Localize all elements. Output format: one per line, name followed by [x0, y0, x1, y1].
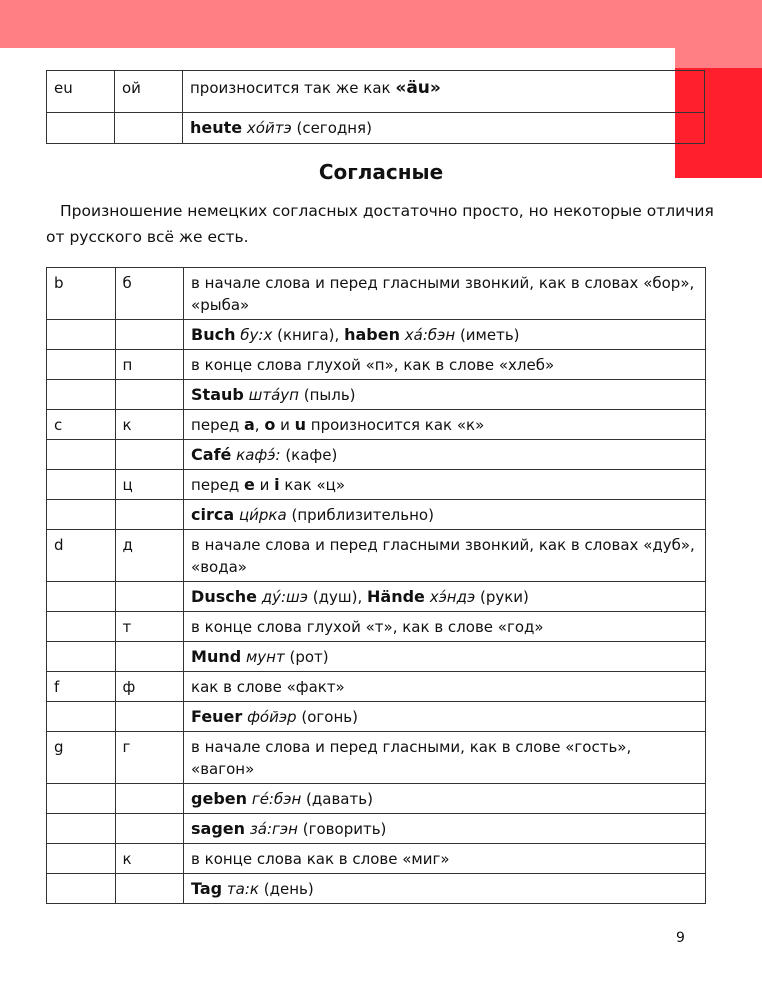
- table-row: [47, 440, 706, 470]
- example-gloss: (сегодня): [296, 119, 372, 137]
- example-cell: [184, 814, 706, 844]
- sound-cell: п: [115, 350, 184, 380]
- example-word: Hände: [367, 587, 425, 606]
- sound-cell: т: [115, 612, 184, 642]
- section-title: Согласные: [318, 160, 444, 184]
- example-gloss: (иметь): [459, 326, 520, 344]
- example-transcription: дý:шэ: [261, 588, 308, 606]
- example-word: geben: [191, 789, 248, 808]
- example-transcription: та:к: [226, 880, 259, 898]
- sound-cell: г: [115, 732, 184, 784]
- table-row: [47, 380, 706, 410]
- table-row: [47, 530, 706, 582]
- example-gloss: (день): [263, 880, 314, 898]
- consonant-table: [46, 267, 706, 904]
- example-transcription: хэ́ндэ: [429, 588, 476, 606]
- header-band: [0, 0, 762, 48]
- letter-cell: [47, 113, 115, 144]
- example-word: heute: [190, 118, 243, 137]
- example-gloss: (рот): [289, 648, 329, 666]
- example-cell: [184, 380, 706, 410]
- page-number: 9: [676, 930, 685, 946]
- example-transcription: хóйтэ: [246, 119, 292, 137]
- rule-cell: в конце слова глухой «п», как в слове «хлеб»: [184, 350, 706, 380]
- example-transcription: хá:бэн: [404, 326, 456, 344]
- example-gloss: (руки): [480, 588, 529, 606]
- example-cell: [184, 500, 706, 530]
- rule-cell: в начале слова и перед гласными, как в слове «гость», «вагон»: [184, 732, 706, 784]
- table-row: [47, 702, 706, 732]
- example-cell: [184, 874, 706, 904]
- sound-cell: [115, 113, 183, 144]
- rule-cell: [183, 71, 705, 113]
- rule-cell: в конце слова как в слове «миг»: [184, 844, 706, 874]
- table-row: [47, 784, 706, 814]
- rule-cell: как в слове «факт»: [184, 672, 706, 702]
- example-cell: [184, 320, 706, 350]
- example-transcription: ци́рка: [238, 506, 287, 524]
- vowel-table-continued: [46, 70, 705, 144]
- table-row: [47, 672, 706, 702]
- letter-cell: c: [47, 410, 116, 440]
- example-transcription: бу:х: [240, 326, 273, 344]
- example-cell: [184, 440, 706, 470]
- example-gloss: (приблизительно): [291, 506, 434, 524]
- example-transcription: мунт: [245, 648, 285, 666]
- rule-text: произносится так же как: [190, 79, 396, 97]
- example-word: haben: [344, 325, 400, 344]
- table-row: [47, 582, 706, 612]
- table-row: [47, 844, 706, 874]
- example-cell: [184, 702, 706, 732]
- table-row: [47, 732, 706, 784]
- example-gloss: (книга),: [277, 326, 340, 344]
- example-word: sagen: [191, 819, 246, 838]
- letter-cell: eu: [47, 71, 115, 113]
- sound-cell: б: [115, 268, 184, 320]
- sound-cell: д: [115, 530, 184, 582]
- example-transcription: кафэ́:: [236, 446, 281, 464]
- sound-cell: ц: [115, 470, 184, 500]
- example-gloss: (давать): [306, 790, 373, 808]
- example-cell: [183, 113, 705, 144]
- example-word: Mund: [191, 647, 242, 666]
- rule-cell: в начале слова и перед гласными звонкий, как в словах «дуб», «вода»: [184, 530, 706, 582]
- rule-cell: перед e и i как «ц»: [184, 470, 706, 500]
- example-gloss: (кафе): [285, 446, 338, 464]
- table-row: [47, 268, 706, 320]
- sound-cell: ой: [115, 71, 183, 113]
- example-word: Feuer: [191, 707, 243, 726]
- letter-cell: f: [47, 672, 116, 702]
- table-row: [47, 113, 705, 144]
- table-row: [47, 410, 706, 440]
- table-row: [47, 71, 705, 113]
- example-transcription: зá:гэн: [249, 820, 298, 838]
- table-row: [47, 320, 706, 350]
- letter-cell: b: [47, 268, 116, 320]
- example-word: Café: [191, 445, 232, 464]
- table-row: [47, 500, 706, 530]
- example-word: Dusche: [191, 587, 257, 606]
- example-transcription: гé:бэн: [251, 790, 302, 808]
- table-row: [47, 642, 706, 672]
- rule-cell: в конце слова глухой «т», как в слове «год»: [184, 612, 706, 642]
- example-cell: [184, 582, 706, 612]
- example-word: Tag: [191, 879, 223, 898]
- table-row: [47, 350, 706, 380]
- table-row: [47, 874, 706, 904]
- example-gloss: (пыль): [303, 386, 356, 404]
- table-row: [47, 814, 706, 844]
- example-gloss: (говорить): [302, 820, 387, 838]
- corner-accent-top: [675, 48, 762, 68]
- sound-cell: к: [115, 844, 184, 874]
- letter-cell: g: [47, 732, 116, 784]
- table-row: [47, 612, 706, 642]
- sound-cell: ф: [115, 672, 184, 702]
- example-transcription: штáуп: [248, 386, 299, 404]
- rule-cell: в начале слова и перед гласными звонкий, как в словах «бор», «рыба»: [184, 268, 706, 320]
- example-cell: [184, 642, 706, 672]
- example-gloss: (душ),: [312, 588, 363, 606]
- example-transcription: фóйэр: [247, 708, 297, 726]
- example-word: Buch: [191, 325, 236, 344]
- table-row: [47, 470, 706, 500]
- rule-bold: «äu»: [395, 78, 441, 98]
- example-word: Staub: [191, 385, 244, 404]
- example-gloss: (огонь): [301, 708, 358, 726]
- example-cell: [184, 784, 706, 814]
- letter-cell: d: [47, 530, 116, 582]
- section-intro: Произношение немецких согласных достаточно просто, но некоторые отличия от русского всё же есть.: [46, 202, 714, 246]
- sound-cell: к: [115, 410, 184, 440]
- rule-cell: перед a, o и u произносится как «к»: [184, 410, 706, 440]
- example-word: circa: [191, 505, 235, 524]
